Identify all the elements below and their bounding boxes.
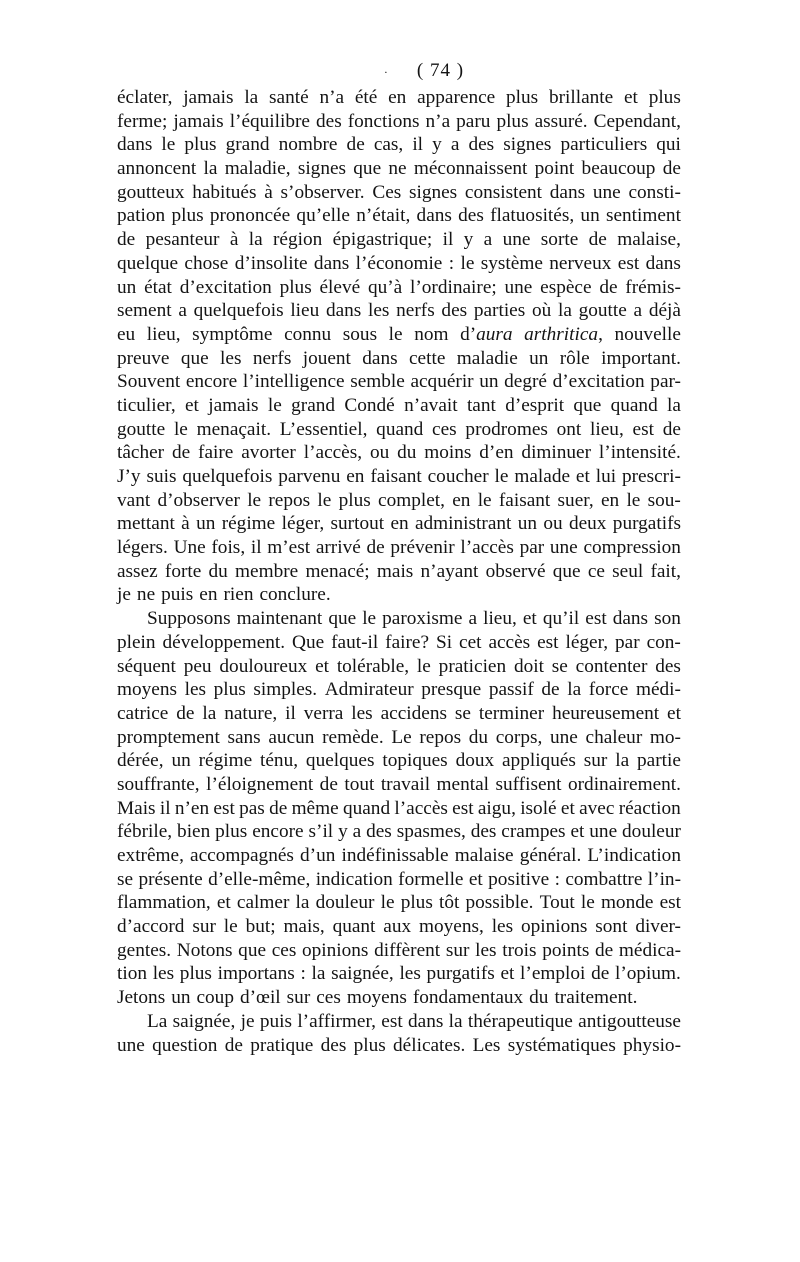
text-line: tâcher de faire avorter l’accès, ou du moins d’en diminuer l’intensité. xyxy=(117,442,681,464)
text-line: preuve que les nerfs jouent dans cette maladie un rôle important. xyxy=(117,347,681,369)
text-line: d’accord sur le but; mais, quant aux moyens, les opinions sont diver- xyxy=(117,916,681,938)
page-number xyxy=(167,58,681,86)
text-line: assez forte du membre menacé; mais n’ayant observé que ce seul fait, xyxy=(117,560,681,582)
text-line: promptement sans aucun remède. Le repos du corps, une chaleur mo- xyxy=(117,726,681,748)
text-line: de pesanteur à la région épigastrique; il y a une sorte de malaise, xyxy=(117,229,681,251)
text-line: se présente d’elle-même, indication formelle et positive : combattre l’in- xyxy=(117,868,681,890)
text-line: séquent peu douloureux et tolérable, le praticien doit se contenter des xyxy=(117,655,681,677)
text-line: vant d’observer le repos le plus complet, en le faisant suer, en le sou- xyxy=(117,489,681,511)
text-line: gentes. Notons que ces opinions diffèrent sur les trois points de médica- xyxy=(117,939,681,961)
text-line: goutte le menaçait. L’essentiel, quand ces prodromes ont lieu, est de xyxy=(117,418,681,440)
text-line: éclater, jamais la santé n’a été en apparence plus brillante et plus xyxy=(117,87,681,108)
text-line: mettant à un régime léger, surtout en administrant un ou deux purgatifs xyxy=(117,513,681,535)
page-number-text: ( 74 ) xyxy=(416,60,465,81)
text-line: goutteux habitués à s’observer. Ces signes consistent dans une consti- xyxy=(117,181,681,203)
text-line: J’y suis quelquefois parvenu en faisant coucher le malade et lui prescri- xyxy=(117,466,681,487)
text-line: eu lieu, symptôme connu sous le nom d’aura arthritica, nouvelle xyxy=(117,323,681,345)
text-line: La saignée, je puis l’affirmer, est dans la thérapeutique antigoutteuse xyxy=(147,1010,681,1032)
text-line: plein développement. Que faut-il faire? Si cet accès est léger, par con- xyxy=(117,631,681,653)
book-page xyxy=(117,58,681,1057)
text-line: Jetons un coup d’œil sur ces moyens fondamentaux du traitement. xyxy=(117,987,638,1009)
text-line: Supposons maintenant que le paroxisme a lieu, et qu’il est dans son xyxy=(147,608,681,630)
text-line: quelque chose d’insolite dans l’économie : le système nerveux est dans xyxy=(117,252,681,274)
ink-mark: · xyxy=(383,64,389,79)
text-line: je ne puis en rien conclure. xyxy=(117,584,331,606)
text-body xyxy=(117,86,681,1057)
text-line: souffrante, l’éloignement de tout travail mental suffisent ordinairement. xyxy=(117,773,681,795)
text-line: Mais il n’en est pas de même quand l’accès est aigu, isolé et avec réaction xyxy=(117,797,681,819)
text-line: un état d’excitation plus élevé qu’à l’ordinaire; une espèce de frémis- xyxy=(117,276,681,298)
text-line: annoncent la maladie, signes que ne méconnaissent point beaucoup de xyxy=(117,158,681,180)
text-line: catrice de la nature, il verra les accidens se terminer heureusement et xyxy=(117,702,681,724)
text-line: sement a quelquefois lieu dans les nerfs des parties où la goutte a déjà xyxy=(117,300,681,322)
text-line: tion les plus importans : la saignée, les purgatifs et l’emploi de l’opium. xyxy=(117,963,681,985)
text-line: Souvent encore l’intelligence semble acquérir un degré d’excitation par- xyxy=(117,371,681,393)
text-line: flammation, et calmer la douleur le plus tôt possible. Tout le monde est xyxy=(117,892,681,914)
text-line: légers. Une fois, il m’est arrivé de prévenir l’accès par une compression xyxy=(117,537,681,559)
text-line: une question de pratique des plus délicates. Les systématiques physio- xyxy=(117,1034,681,1056)
text-line: ferme; jamais l’équilibre des fonctions n’a paru plus assuré. Cependant, xyxy=(117,110,681,132)
text-line: fébrile, bien plus encore s’il y a des spasmes, des crampes et une douleur xyxy=(117,821,681,843)
text-line: dans le plus grand nombre de cas, il y a des signes particuliers qui xyxy=(117,134,681,156)
text-line: ticulier, et jamais le grand Condé n’avait tant d’esprit que quand la xyxy=(117,394,681,416)
text-line: pation plus prononcée qu’elle n’était, dans des flatuosités, un sentiment xyxy=(117,205,681,227)
text-line: dérée, un régime ténu, quelques topiques doux appliqués sur la partie xyxy=(117,750,681,772)
text-line: moyens les plus simples. Admirateur presque passif de la force médi- xyxy=(117,679,681,701)
text-line: extrême, accompagnés d’un indéfinissable malaise général. L’indication xyxy=(117,845,681,866)
